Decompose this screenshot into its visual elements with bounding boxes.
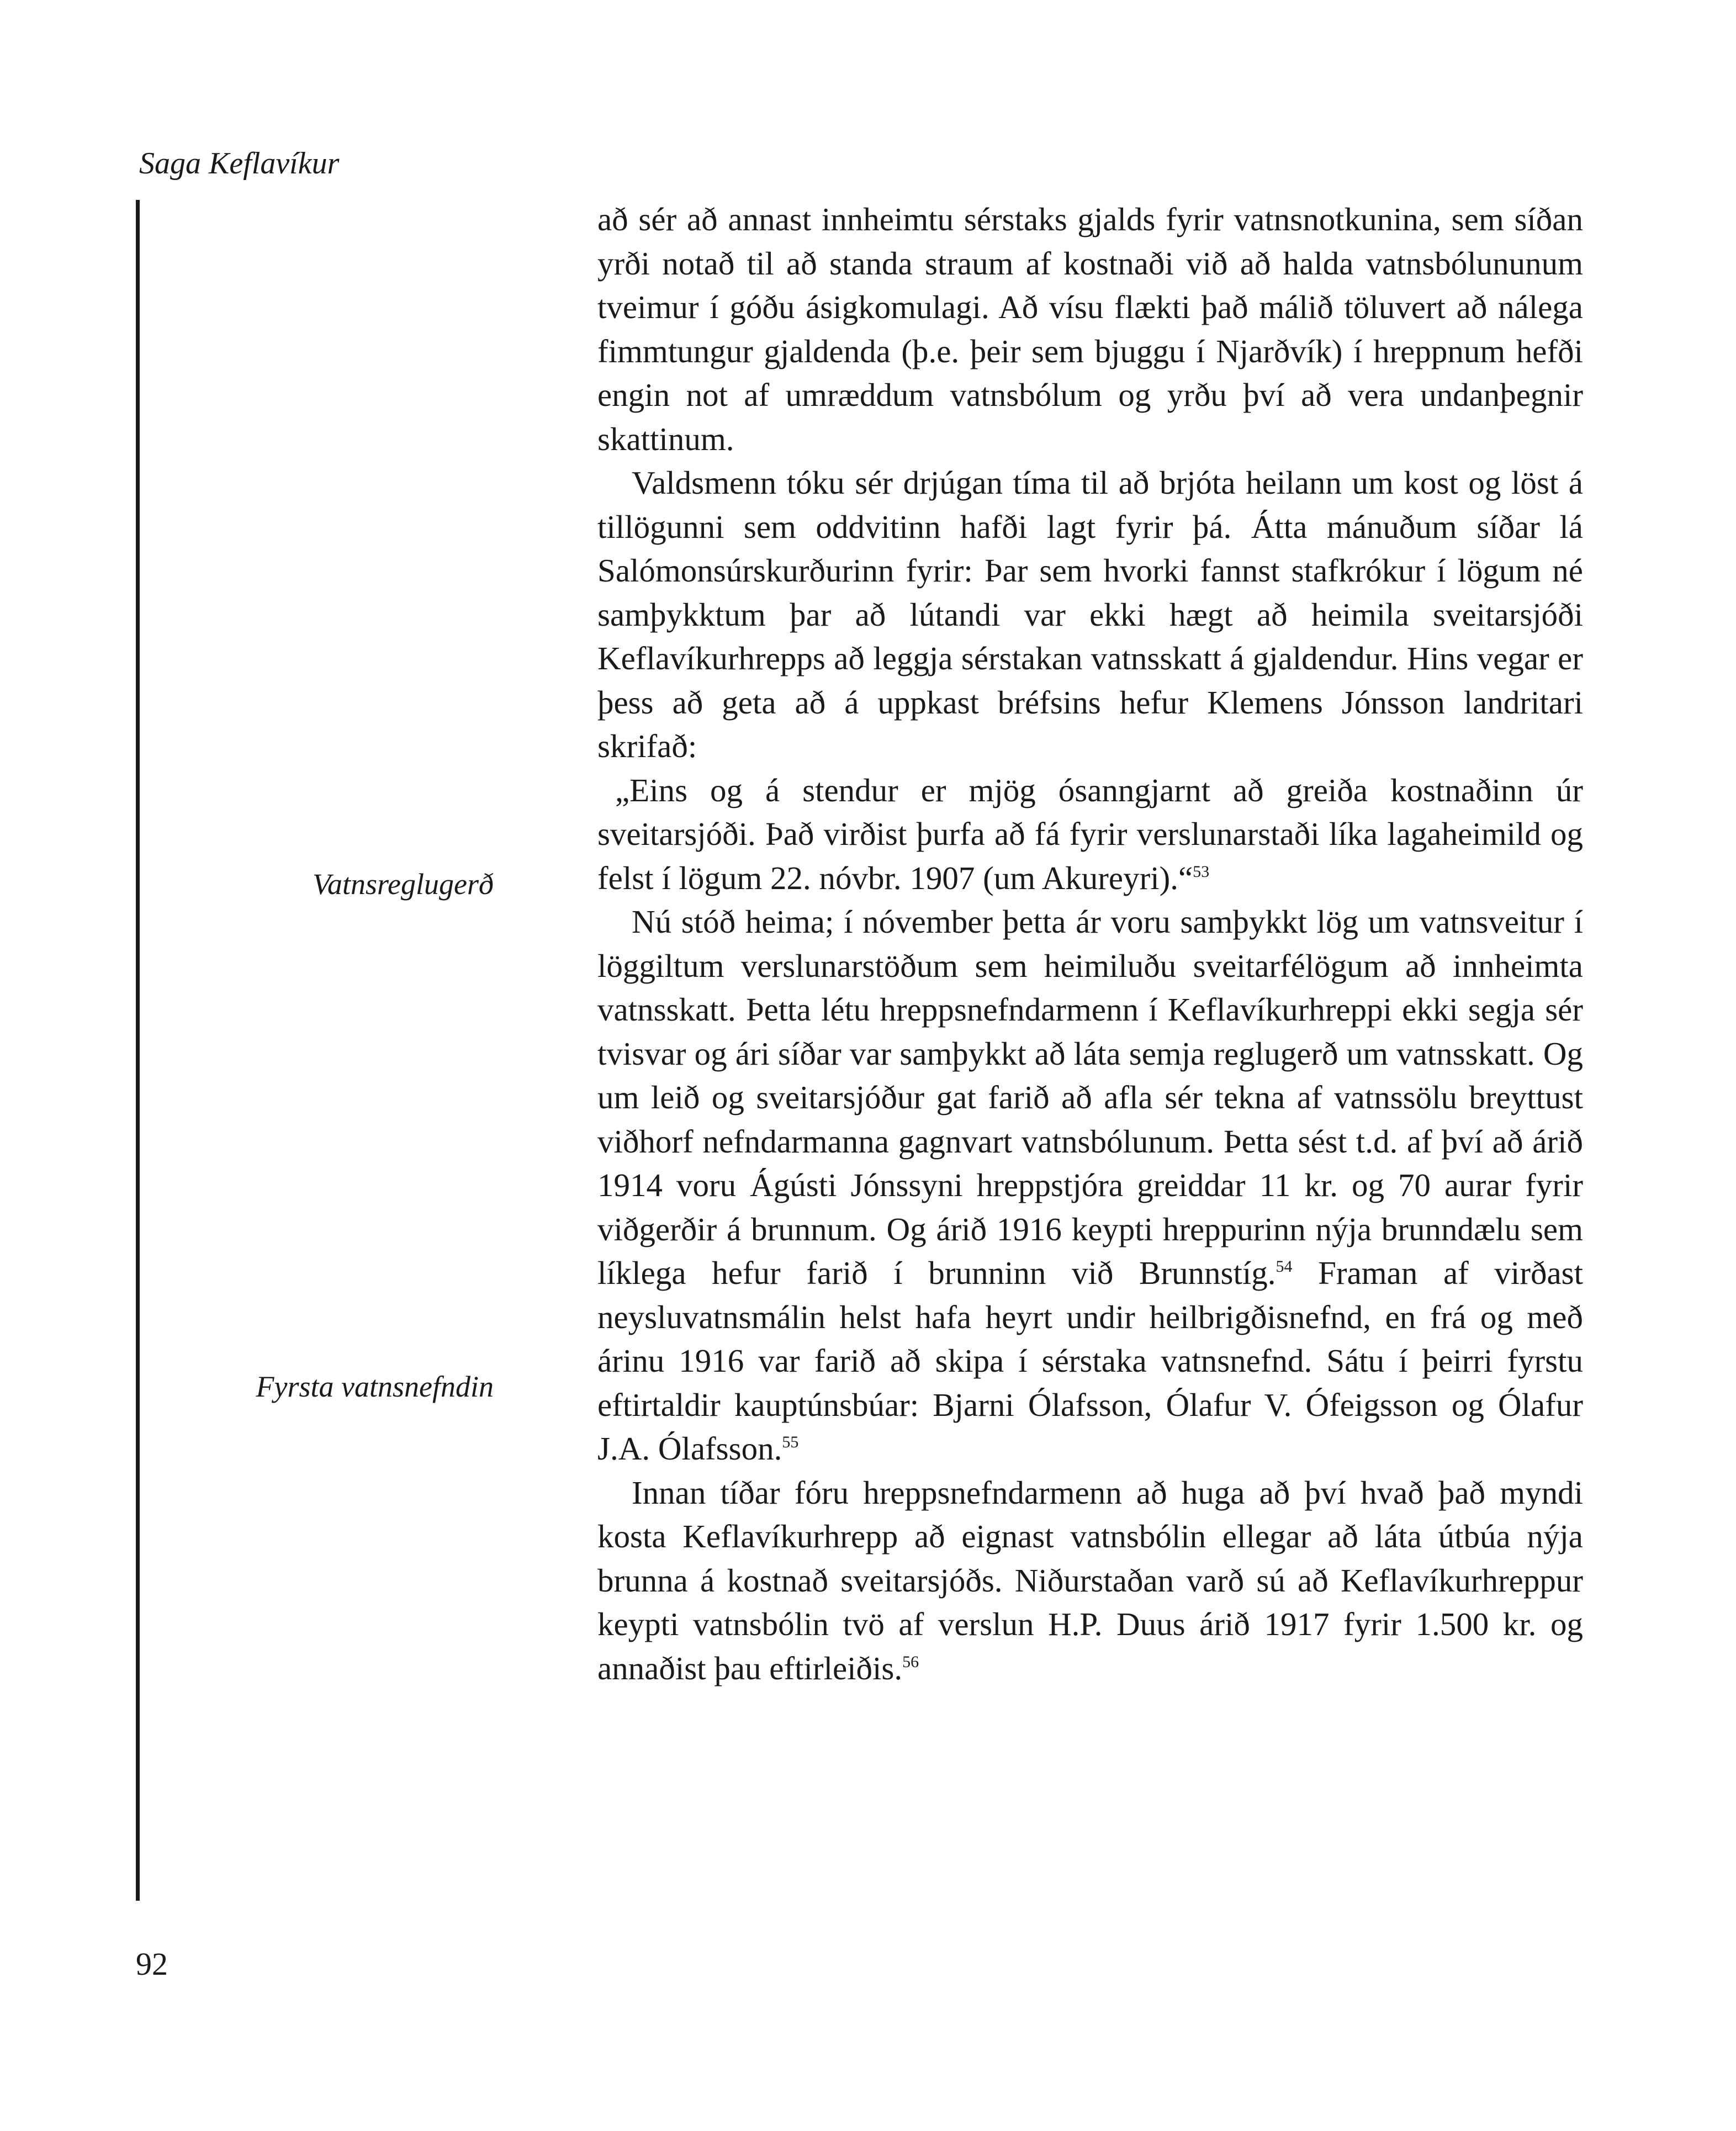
block-quote-text: „Eins og á stendur er mjög ósanngjarnt að greiða kostnaðinn úr sveitarsjóði. Það virðist þurfa að fá fyrir verslunarstaði líka lagaheimild og felst í lögum 22. nóvbr. 1907 (um Akureyri).“	[597, 771, 1583, 896]
margin-rule	[136, 200, 140, 1901]
paragraph-1	[597, 198, 1583, 461]
block-quote	[597, 769, 1583, 901]
paragraph-3-continuation: Framan af virðast neysluvatnsmálin helst hafa heyrt undir heilbrigðisnefnd, en frá og með árinu 1916 var farið að skipa í sérstaka vatnsnefnd. Sátu í þeirri fyrstu eftirtaldir kauptúnsbúar: Bjarni Ólafsson, Ólafur V. Ófeigsson og Ólafur J.A. Ólafsson.	[597, 1255, 1583, 1467]
footnote-ref-54: 54	[1275, 1257, 1293, 1276]
footnote-ref-56: 56	[902, 1652, 919, 1671]
paragraph-2-text: Valdsmenn tóku sér drjúgan tíma til að brjóta heilann um kost og löst á tillögunni sem oddvitinn hafði lagt fyrir þá. Átta mánuðum síðar lá Salómonsúrskurðurinn fyrir: Þar sem hvorki fannst stafkrókur í lögum né samþykktum þar að lútandi var ekki hægt að heimila sveitarsjóði Keflavíkurhrepps að leggja sérstakan vatnsskatt á gjaldendur. Hins vegar er þess að geta að á uppkast bréfsins hefur Klemens Jónsson landritari skrifað:	[597, 464, 1583, 764]
paragraph-3-text: Nú stóð heima; í nóvember þetta ár voru samþykkt lög um vatnsveitur í löggiltum verslunarstöðum sem heimiluðu sveitarfélögum að innheimta vatnsskatt. Þetta létu hreppsnefndarmenn í Keflavíkurhreppi ekki segja sér tvisvar og ári síðar var samþykkt að láta semja reglugerð um vatnsskatt. Og um leið og sveitarsjóður gat farið að afla sér tekna af vatnssölu breyttust viðhorf nefndarmanna gagnvart vatnsbólunum. Þetta sést t.d. af því að árið 1914 voru Ágústi Jónssyni hreppstjóra greiddar 11 kr. og 70 aurar fyrir viðgerðir á brunnum. Og árið 1916 keypti hreppurinn nýja brunndælu sem líklega hefur farið í brunninn við Brunnstíg.	[597, 903, 1583, 1291]
paragraph-4-text: Innan tíðar fóru hreppsnefndarmenn að huga að því hvað það myndi kosta Keflavíkurhrepp að eignast vatnsbólin ellegar að láta útbúa nýja brunna á kostnað sveitarsjóðs. Niðurstaðan varð sú að Keflavíkurhreppur keypti vatnsbólin tvö af verslun H.P. Duus árið 1917 fyrir 1.500 kr. og annaðist þau eftirleiðis.	[597, 1474, 1583, 1686]
margin-note-vatnsreglugerd: Vatnsreglugerð	[313, 868, 494, 901]
page-number: 92	[136, 1946, 168, 1982]
body-text	[597, 198, 1583, 1690]
running-title: Saga Keflavíkur	[139, 146, 340, 181]
paragraph-4	[597, 1471, 1583, 1691]
paragraph-2	[597, 461, 1583, 769]
paragraph-1-text: að sér að annast innheimtu sérstaks gjalds fyrir vatnsnotkunina, sem síðan yrði notað til að standa straum af kostnaði við að halda vatnsbólununum tveimur í góðu ásigkomulagi. Að vísu flækti það málið töluvert að nálega fimmtungur gjaldenda (þ.e. þeir sem bjuggu í Njarðvík) í hreppnum hefði engin not af umræddum vatnsbólum og yrðu því að vera undanþegnir skattinum.	[597, 201, 1583, 457]
footnote-ref-55: 55	[782, 1433, 799, 1451]
footnote-ref-53: 53	[1193, 862, 1210, 881]
margin-note-fyrsta-vatnsnefndin: Fyrsta vatnsnefndin	[256, 1370, 494, 1403]
paragraph-3	[597, 900, 1583, 1471]
